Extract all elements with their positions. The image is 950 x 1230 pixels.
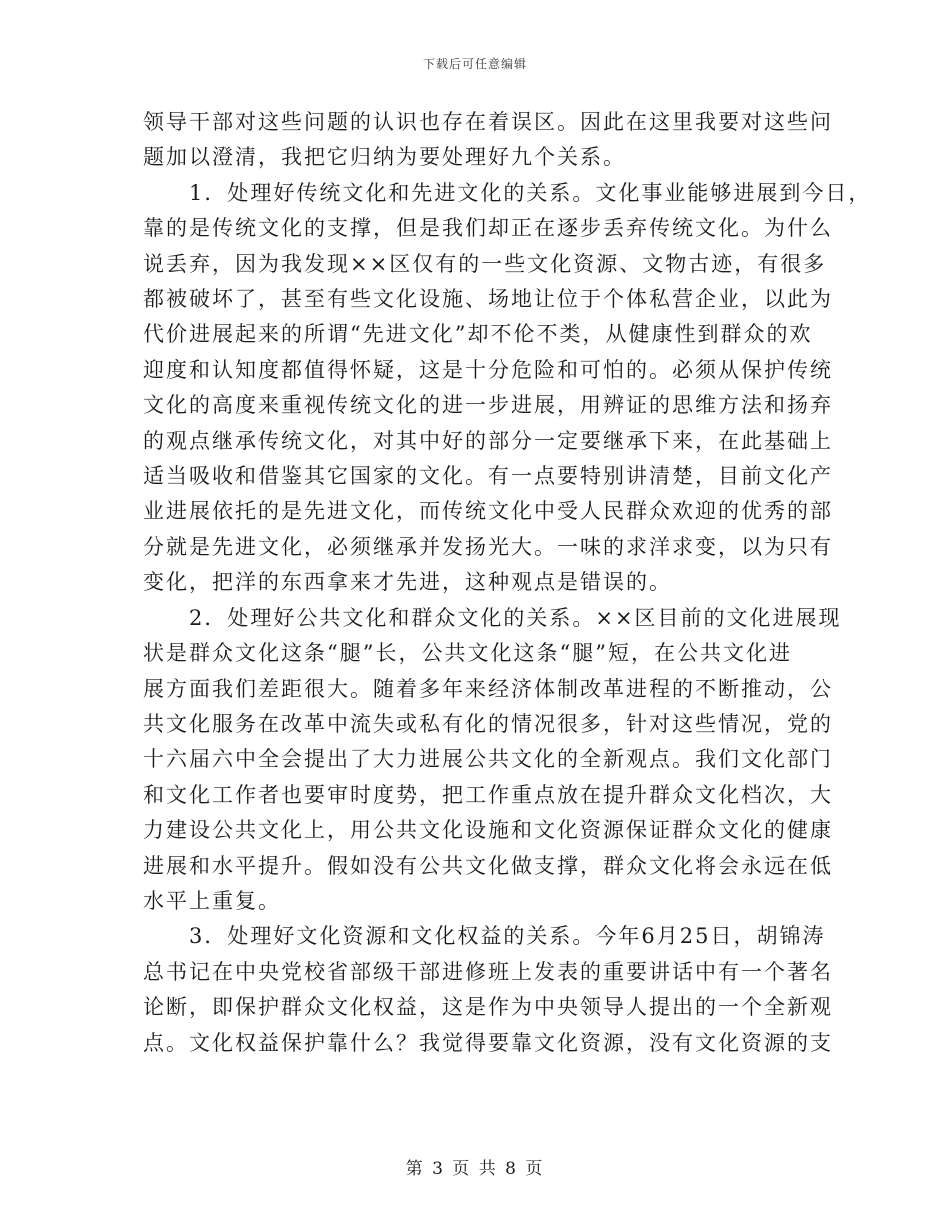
text-line: 迎度和认知度都值得怀疑，这是十分危险和可怕的。必须从保护传统 xyxy=(143,357,833,382)
text-line: 水平上重复。 xyxy=(143,888,281,913)
text-line: 都被破坏了，甚至有些文化设施、场地让位于个体私营企业，以此为 xyxy=(143,287,833,312)
text-line: 力建设公共文化上，用公共文化设施和文化资源保证群众文化的健康 xyxy=(143,818,833,843)
text-line: 说丢弃，因为我发现××区仅有的一些文化资源、文物古迹，有很多 xyxy=(143,251,827,276)
text-line: 适当吸收和借鉴其它国家的文化。有一点要特别讲清楚，目前文化产 xyxy=(143,464,833,489)
text-line: 领导干部对这些问题的认识也存在着误区。因此在这里我要对这些问 xyxy=(143,110,833,134)
text-line: 分就是先进文化，必须继承并发扬光大。一味的求洋求变，以为只有 xyxy=(143,534,833,559)
text-line: 变化，把洋的东西拿来才先进，这种观点是错误的。 xyxy=(143,570,672,595)
text-line: 进展和水平提升。假如没有公共文化做支撑，群众文化将会永远在低 xyxy=(143,853,833,878)
text-line: 和文化工作者也要审时度势，把工作重点放在提升群众文化档次，大 xyxy=(143,782,833,807)
text-line: 的观点继承传统文化，对其中好的部分一定要继承下来，在此基础上 xyxy=(143,428,833,453)
text-line: 题加以澄清，我把它归纳为要处理好九个关系。 xyxy=(143,145,626,170)
text-line: 业进展依托的是先进文化，而传统文化中受人民群众欢迎的优秀的部 xyxy=(143,499,833,524)
text-line: 2．处理好公共文化和群众文化的关系。××区目前的文化进展现 xyxy=(189,605,842,630)
text-line: 展方面我们差距很大。随着多年来经济体制改革进程的不断推动，公 xyxy=(143,676,833,701)
page-header: 下载后可任意编辑 xyxy=(422,57,527,71)
text-line: 论断，即保护群众文化权益，这是作为中央领导人提出的一个全新观 xyxy=(143,995,833,1020)
text-line: 状是群众文化这条“腿”长，公共文化这条“腿”短，在公共文化进 xyxy=(143,641,792,666)
text-line: 代价进展起来的所谓“先进文化”却不伦不类，从健康性到群众的欢 xyxy=(143,322,813,347)
text-line: 总书记在中央党校省部级干部进修班上发表的重要讲话中有一个著名 xyxy=(143,959,833,984)
text-line: 文化的高度来重视传统文化的进一步进展，用辨证的思维方法和扬弃 xyxy=(143,393,833,418)
text-line: 1．处理好传统文化和先进文化的关系。文化事业能够进展到今日， xyxy=(189,180,872,205)
text-line: 3．处理好文化资源和文化权益的关系。今年6月25日，胡锦涛 xyxy=(189,924,826,949)
text-line: 十六届六中全会提出了大力进展公共文化的全新观点。我们文化部门 xyxy=(143,747,833,772)
text-line: 点。文化权益保护靠什么？我觉得要靠文化资源，没有文化资源的支 xyxy=(143,1030,833,1055)
page-number: 第 3 页 共 8 页 xyxy=(405,1159,545,1179)
document-body xyxy=(143,105,872,1061)
text-line: 共文化服务在改革中流失或私有化的情况很多，针对这些情况，党的 xyxy=(143,711,833,736)
text-line: 靠的是传统文化的支撑，但是我们却正在逐步丢弃传统文化。为什么 xyxy=(143,216,833,241)
